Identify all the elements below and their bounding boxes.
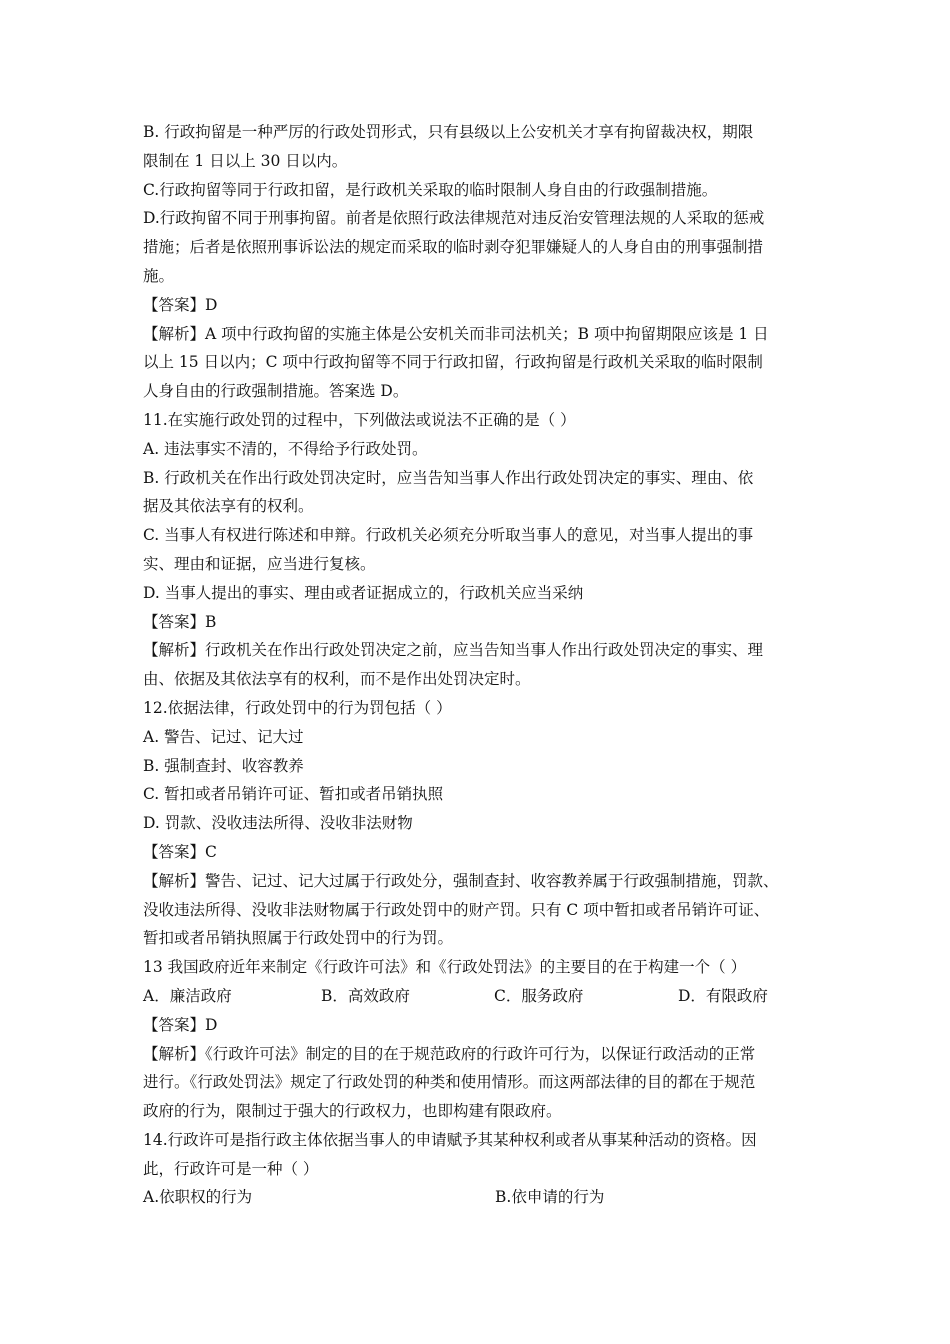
text-line: 措施；后者是依照刑事诉讼法的规定而采取的临时剥夺犯罪嫌疑人的人身自由的刑事强制措 <box>143 238 764 257</box>
option-line: B. 行政机关在作出行政处罚决定时，应当告知当事人作出行政处罚决定的事实、理由、依 <box>143 468 754 487</box>
answer-line: 【答案】D <box>143 295 218 314</box>
text-line: C.行政拘留等同于行政扣留，是行政机关采取的临时限制人身自由的行政强制措施。 <box>143 180 718 199</box>
text-line: D.行政拘留不同于刑事拘留。前者是依照行政法律规范对违反治安管理法规的人采取的惩戒 <box>143 209 765 228</box>
question-12: 12.依据法律，行政处罚中的行为罚包括（ ） <box>143 698 452 717</box>
text-line: 以上 15 日以内；C 项中行政拘留等不同于行政扣留，行政拘留是行政机关采取的临时限制 <box>143 353 763 372</box>
answer-line: 【答案】D <box>143 1015 218 1034</box>
option-line: A. 违法事实不清的，不得给予行政处罚。 <box>143 439 428 458</box>
option-a: A．廉洁政府 <box>143 986 232 1005</box>
answer-line: 【答案】C <box>143 842 217 861</box>
option-line: D. 罚款、没收违法所得、没收非法财物 <box>143 814 413 833</box>
option-c: C．服务政府 <box>494 986 584 1005</box>
text-line: 人身自由的行政强制措施。答案选 D。 <box>143 382 409 401</box>
answer-line: 【答案】B <box>143 612 217 631</box>
document-page <box>143 118 808 1212</box>
text-line: 此，行政许可是一种（ ） <box>143 1159 319 1178</box>
analysis-line: 【解析】《行政许可法》制定的目的在于规范政府的行政许可行为，以保证行政活动的正常 <box>143 1044 756 1063</box>
text-line: 据及其依法享有的权利。 <box>143 497 314 516</box>
option-line: D. 当事人提出的事实、理由或者证据成立的，行政机关应当采纳 <box>143 583 584 602</box>
option-b: B．高效政府 <box>321 986 410 1005</box>
text-line: 施。 <box>143 266 175 285</box>
question-11: 11.在实施行政处罚的过程中，下列做法或说法不正确的是（ ） <box>143 410 576 429</box>
text-line: 限制在 1 日以上 30 日以内。 <box>143 151 348 170</box>
question-13: 13 我国政府近年来制定《行政许可法》和《行政处罚法》的主要目的在于构建一个（ ） <box>143 958 747 977</box>
option-d: D．有限政府 <box>678 986 768 1005</box>
question-13-options <box>143 982 808 1011</box>
text-line: 没收违法所得、没收非法财物属于行政处罚中的财产罚。只有 C 项中暂扣或者吊销许可证、 <box>143 900 770 919</box>
analysis-line: 【解析】A 项中行政拘留的实施主体是公安机关而非司法机关；B 项中拘留期限应该是 1 日 <box>143 324 769 343</box>
text-line: 政府的行为，限制过于强大的行政权力，也即构建有限政府。 <box>143 1102 562 1121</box>
text-line: 暂扣或者吊销执照属于行政处罚中的行为罚。 <box>143 929 454 948</box>
text-line: 由、依据及其依法享有的权利，而不是作出处罚决定时。 <box>143 670 531 689</box>
option-line: A. 警告、记过、记大过 <box>143 727 304 746</box>
analysis-line: 【解析】行政机关在作出行政处罚决定之前，应当告知当事人作出行政处罚决定的事实、理 <box>143 641 764 660</box>
question-14: 14.行政许可是指行政主体依据当事人的申请赋予其某种权利或者从事某种活动的资格。因 <box>143 1130 757 1149</box>
text-line: 实、理由和证据，应当进行复核。 <box>143 554 376 573</box>
question-14-options <box>143 1183 808 1212</box>
text-line: B. 行政拘留是一种严厉的行政处罚形式，只有县级以上公安机关才享有拘留裁决权，期限 <box>143 123 754 141</box>
text-line: 进行。《行政处罚法》规定了行政处罚的种类和使用情形。而这两部法律的目的都在于规范 <box>143 1073 756 1092</box>
option-line: C. 暂扣或者吊销许可证、暂扣或者吊销执照 <box>143 785 444 804</box>
analysis-line: 【解析】警告、记过、记大过属于行政处分，强制查封、收容教养属于行政强制措施，罚款、 <box>143 871 779 890</box>
option-line: C. 当事人有权进行陈述和申辩。行政机关必须充分听取当事人的意见，对当事人提出的事 <box>143 526 754 545</box>
option-b: B.依申请的行为 <box>495 1188 605 1207</box>
option-a: A.依职权的行为 <box>143 1188 253 1207</box>
option-line: B. 强制查封、收容教养 <box>143 756 304 775</box>
